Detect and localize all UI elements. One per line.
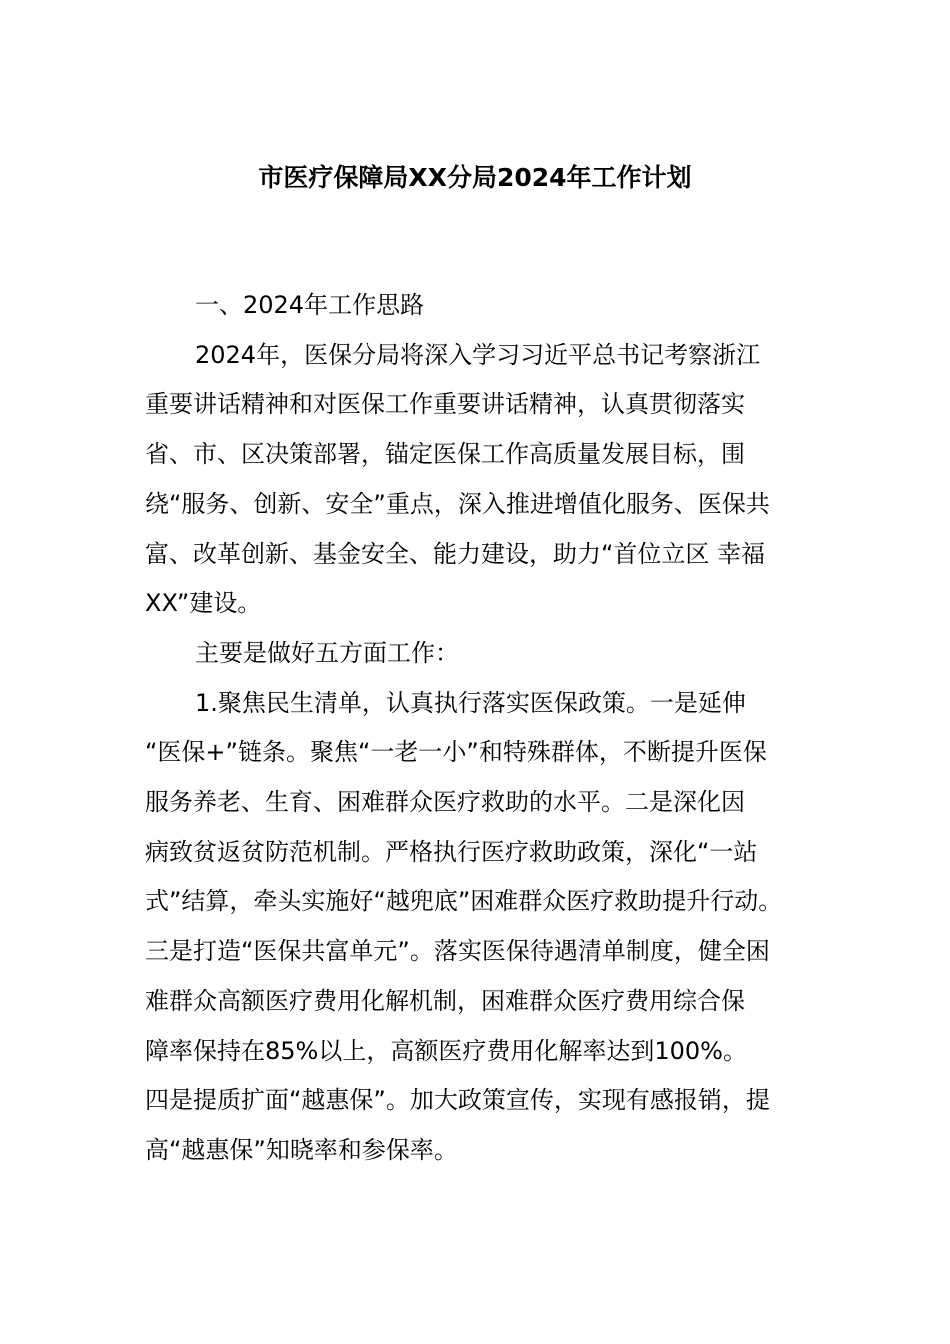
body-paragraph: 主要是做好五方面工作：: [195, 638, 459, 667]
body-paragraph: 1.聚焦民生清单，认真执行落实医保政策。一是延伸 “医保+”链条。聚焦“一老一小”和特殊群体，不断提升医保 服务养老、生育、困难群众医疗救助的水平。二是深化因 病致贫返贫防范机制。严格执行医疗救助政策，深化“一站 式”结算，牵头实施好“越兜底”困难群众医疗救助提升行动。 三是打造“医保共富单元”。落实医保待遇清单制度，健全困 难群众高额医疗费用化解机制，困难群众医疗费用综合保 障率保持在85%以上，高额医疗费用化解率达到100%。 四是提质扩面“越惠保”。加大政策宣传，实现有感报销，提 高“越惠保”知晓率和参保率。: [145, 688, 783, 1164]
document-body: [145, 281, 810, 1176]
section-heading: 一、2024年工作思路: [195, 291, 425, 319]
document-title: 市医疗保障局XX分局2024年工作计划: [258, 163, 692, 192]
body-paragraph: 2024年，医保分局将深入学习习近平总书记考察浙江 重要讲话精神和对医保工作重要讲话精神，认真贯彻落实 省、市、区决策部署，锚定医保工作高质量发展目标，围 绕“服务、创新、安全”重点，深入推进增值化服务、医保共 富、改革创新、基金安全、能力建设，助力“首位立区 幸福 XX”建设。: [145, 340, 770, 618]
